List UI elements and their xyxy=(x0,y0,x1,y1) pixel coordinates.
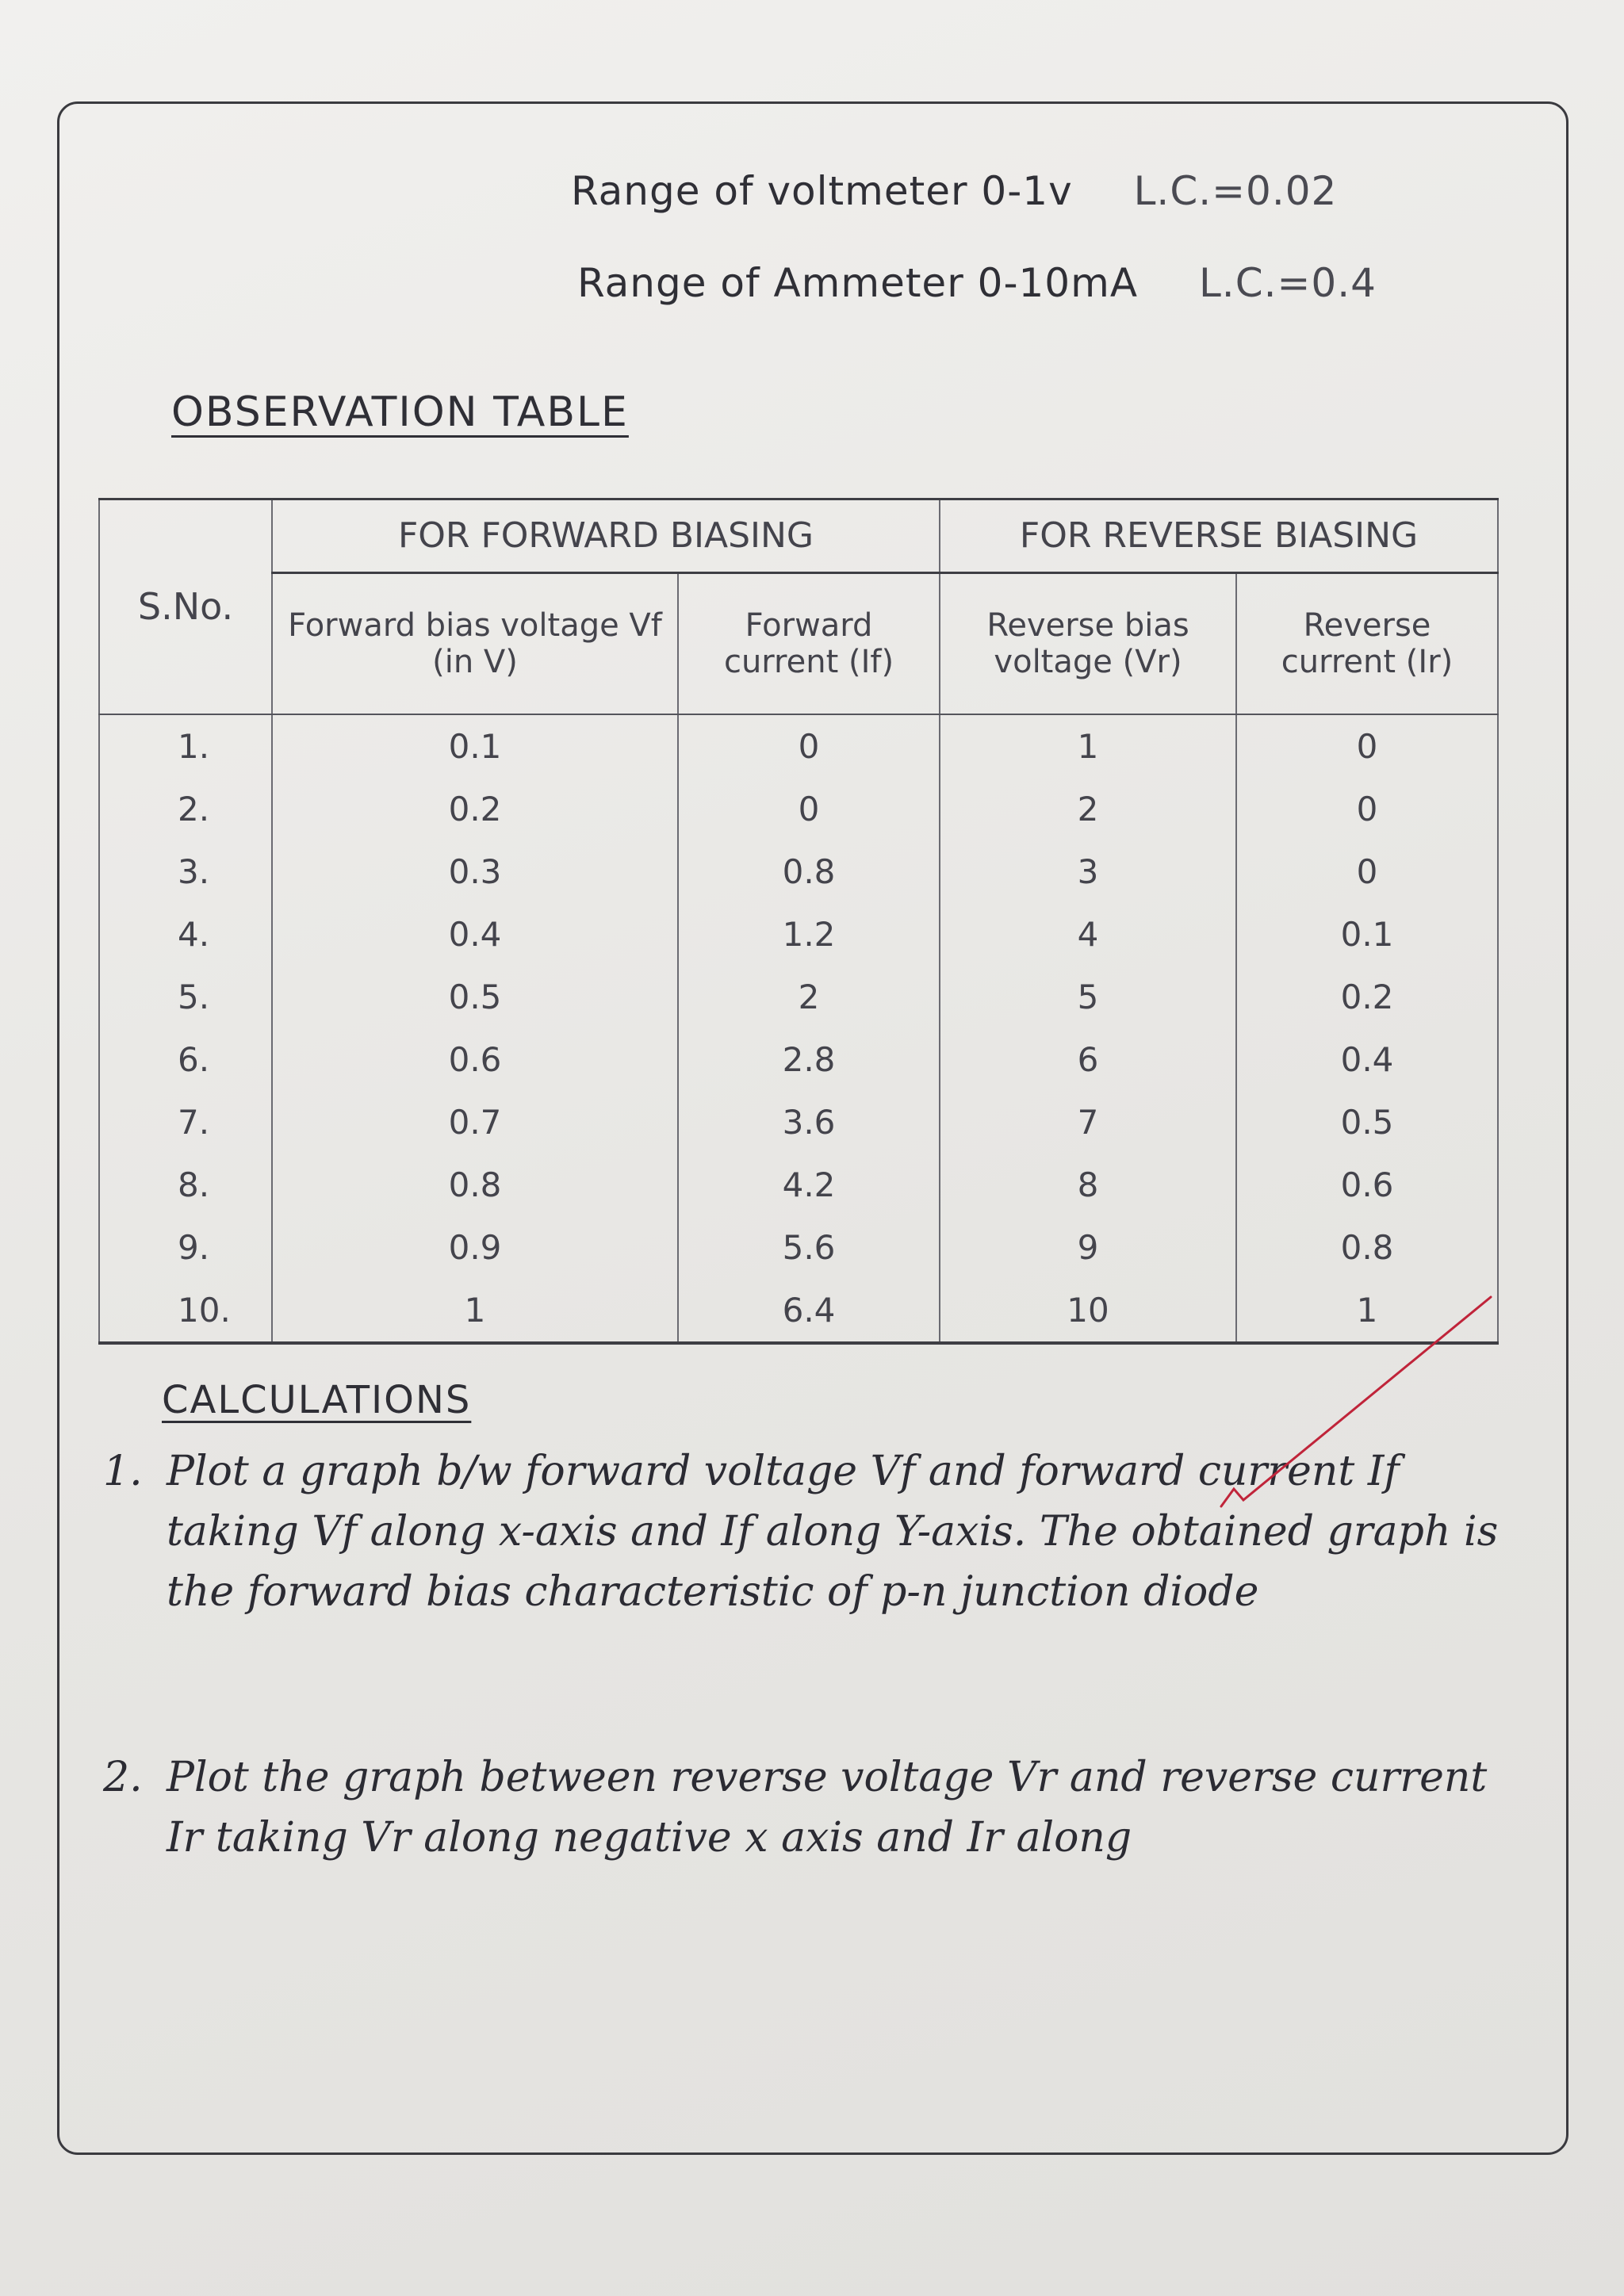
ir-cell: 1 xyxy=(1236,1279,1498,1343)
if-cell: 0.8 xyxy=(678,840,940,903)
voltmeter-range-line xyxy=(571,168,1337,214)
if-cell: 5.6 xyxy=(678,1216,940,1279)
vf-cell: 0.8 xyxy=(272,1154,678,1216)
vf-cell: 0.4 xyxy=(272,903,678,966)
red-check-mark xyxy=(1205,1292,1507,1530)
if-cell: 2 xyxy=(678,966,940,1028)
sno-cell: 7. xyxy=(99,1091,272,1154)
if-cell: 2.8 xyxy=(678,1028,940,1091)
voltmeter-least-count: L.C.=0.02 xyxy=(1133,168,1338,214)
ir-cell: 0.4 xyxy=(1236,1028,1498,1091)
table-row xyxy=(99,903,1498,966)
sno-cell: 10. xyxy=(99,1279,272,1343)
table-row xyxy=(99,1216,1498,1279)
vr-cell: 3 xyxy=(940,840,1236,903)
sno-cell: 8. xyxy=(99,1154,272,1216)
sno-cell: 2. xyxy=(99,778,272,840)
vf-column-header: Forward bias voltage Vf (in V) xyxy=(272,573,678,715)
vr-cell: 8 xyxy=(940,1154,1236,1216)
if-cell: 6.4 xyxy=(678,1279,940,1343)
voltmeter-range: Range of voltmeter 0-1v xyxy=(571,168,1073,214)
table-row xyxy=(99,778,1498,840)
vf-cell: 0.1 xyxy=(272,714,678,778)
step-text: Plot the graph between reverse voltage Vr and reverse current Ir taking Vr along negative x axis and Ir along xyxy=(167,1754,1488,1862)
vr-cell: 9 xyxy=(940,1216,1236,1279)
forward-biasing-header: FOR FORWARD BIASING xyxy=(272,499,940,573)
if-cell: 3.6 xyxy=(678,1091,940,1154)
vf-cell: 0.6 xyxy=(272,1028,678,1091)
observation-table-title: OBSERVATION TABLE xyxy=(171,388,629,436)
if-column-header: Forward current (If) xyxy=(678,573,940,715)
ir-cell: 0 xyxy=(1236,778,1498,840)
ammeter-least-count: L.C.=0.4 xyxy=(1198,260,1377,306)
ir-cell: 0.8 xyxy=(1236,1216,1498,1279)
sno-header: S.No. xyxy=(99,499,272,715)
vr-cell: 7 xyxy=(940,1091,1236,1154)
ir-cell: 0 xyxy=(1236,840,1498,903)
calculations-title: CALCULATIONS xyxy=(162,1378,472,1422)
sno-cell: 3. xyxy=(99,840,272,903)
if-cell: 1.2 xyxy=(678,903,940,966)
vf-cell: 0.3 xyxy=(272,840,678,903)
sno-cell: 9. xyxy=(99,1216,272,1279)
if-cell: 0 xyxy=(678,714,940,778)
if-cell: 0 xyxy=(678,778,940,840)
ir-cell: 0 xyxy=(1236,714,1498,778)
sno-cell: 1. xyxy=(99,714,272,778)
ir-cell: 0.5 xyxy=(1236,1091,1498,1154)
observation-table xyxy=(98,498,1499,1345)
vf-cell: 0.5 xyxy=(272,966,678,1028)
vr-cell: 6 xyxy=(940,1028,1236,1091)
step-text: Plot a graph b/w forward voltage Vf and forward current If taking Vf along x-axis and If along Y-axis. The obtained graph is the forward bias characteristic of p-n junction diode xyxy=(167,1448,1499,1616)
ir-cell: 0.1 xyxy=(1236,903,1498,966)
if-cell: 4.2 xyxy=(678,1154,940,1216)
ammeter-range: Range of Ammeter 0-10mA xyxy=(577,260,1139,306)
ir-cell: 0.2 xyxy=(1236,966,1498,1028)
vr-cell: 2 xyxy=(940,778,1236,840)
table-row xyxy=(99,1028,1498,1091)
vf-cell: 0.2 xyxy=(272,778,678,840)
sno-cell: 6. xyxy=(99,1028,272,1091)
table-row xyxy=(99,840,1498,903)
table-row xyxy=(99,1091,1498,1154)
table-row xyxy=(99,1154,1498,1216)
step-number: 2. xyxy=(103,1754,143,1801)
vr-cell: 4 xyxy=(940,903,1236,966)
vf-cell: 0.7 xyxy=(272,1091,678,1154)
sno-cell: 4. xyxy=(99,903,272,966)
reverse-biasing-header: FOR REVERSE BIASING xyxy=(940,499,1498,573)
table-row xyxy=(99,966,1498,1028)
table-row xyxy=(99,714,1498,778)
vr-cell: 1 xyxy=(940,714,1236,778)
ir-cell: 0.6 xyxy=(1236,1154,1498,1216)
vr-cell: 5 xyxy=(940,966,1236,1028)
vr-column-header: Reverse bias voltage (Vr) xyxy=(940,573,1236,715)
calculation-step xyxy=(103,1747,1515,1868)
sno-cell: 5. xyxy=(99,966,272,1028)
ir-column-header: Reverse current (Ir) xyxy=(1236,573,1498,715)
ammeter-range-line xyxy=(577,260,1377,306)
vf-cell: 1 xyxy=(272,1279,678,1343)
step-number: 1. xyxy=(103,1448,143,1495)
vf-cell: 0.9 xyxy=(272,1216,678,1279)
vr-cell: 10 xyxy=(940,1279,1236,1343)
